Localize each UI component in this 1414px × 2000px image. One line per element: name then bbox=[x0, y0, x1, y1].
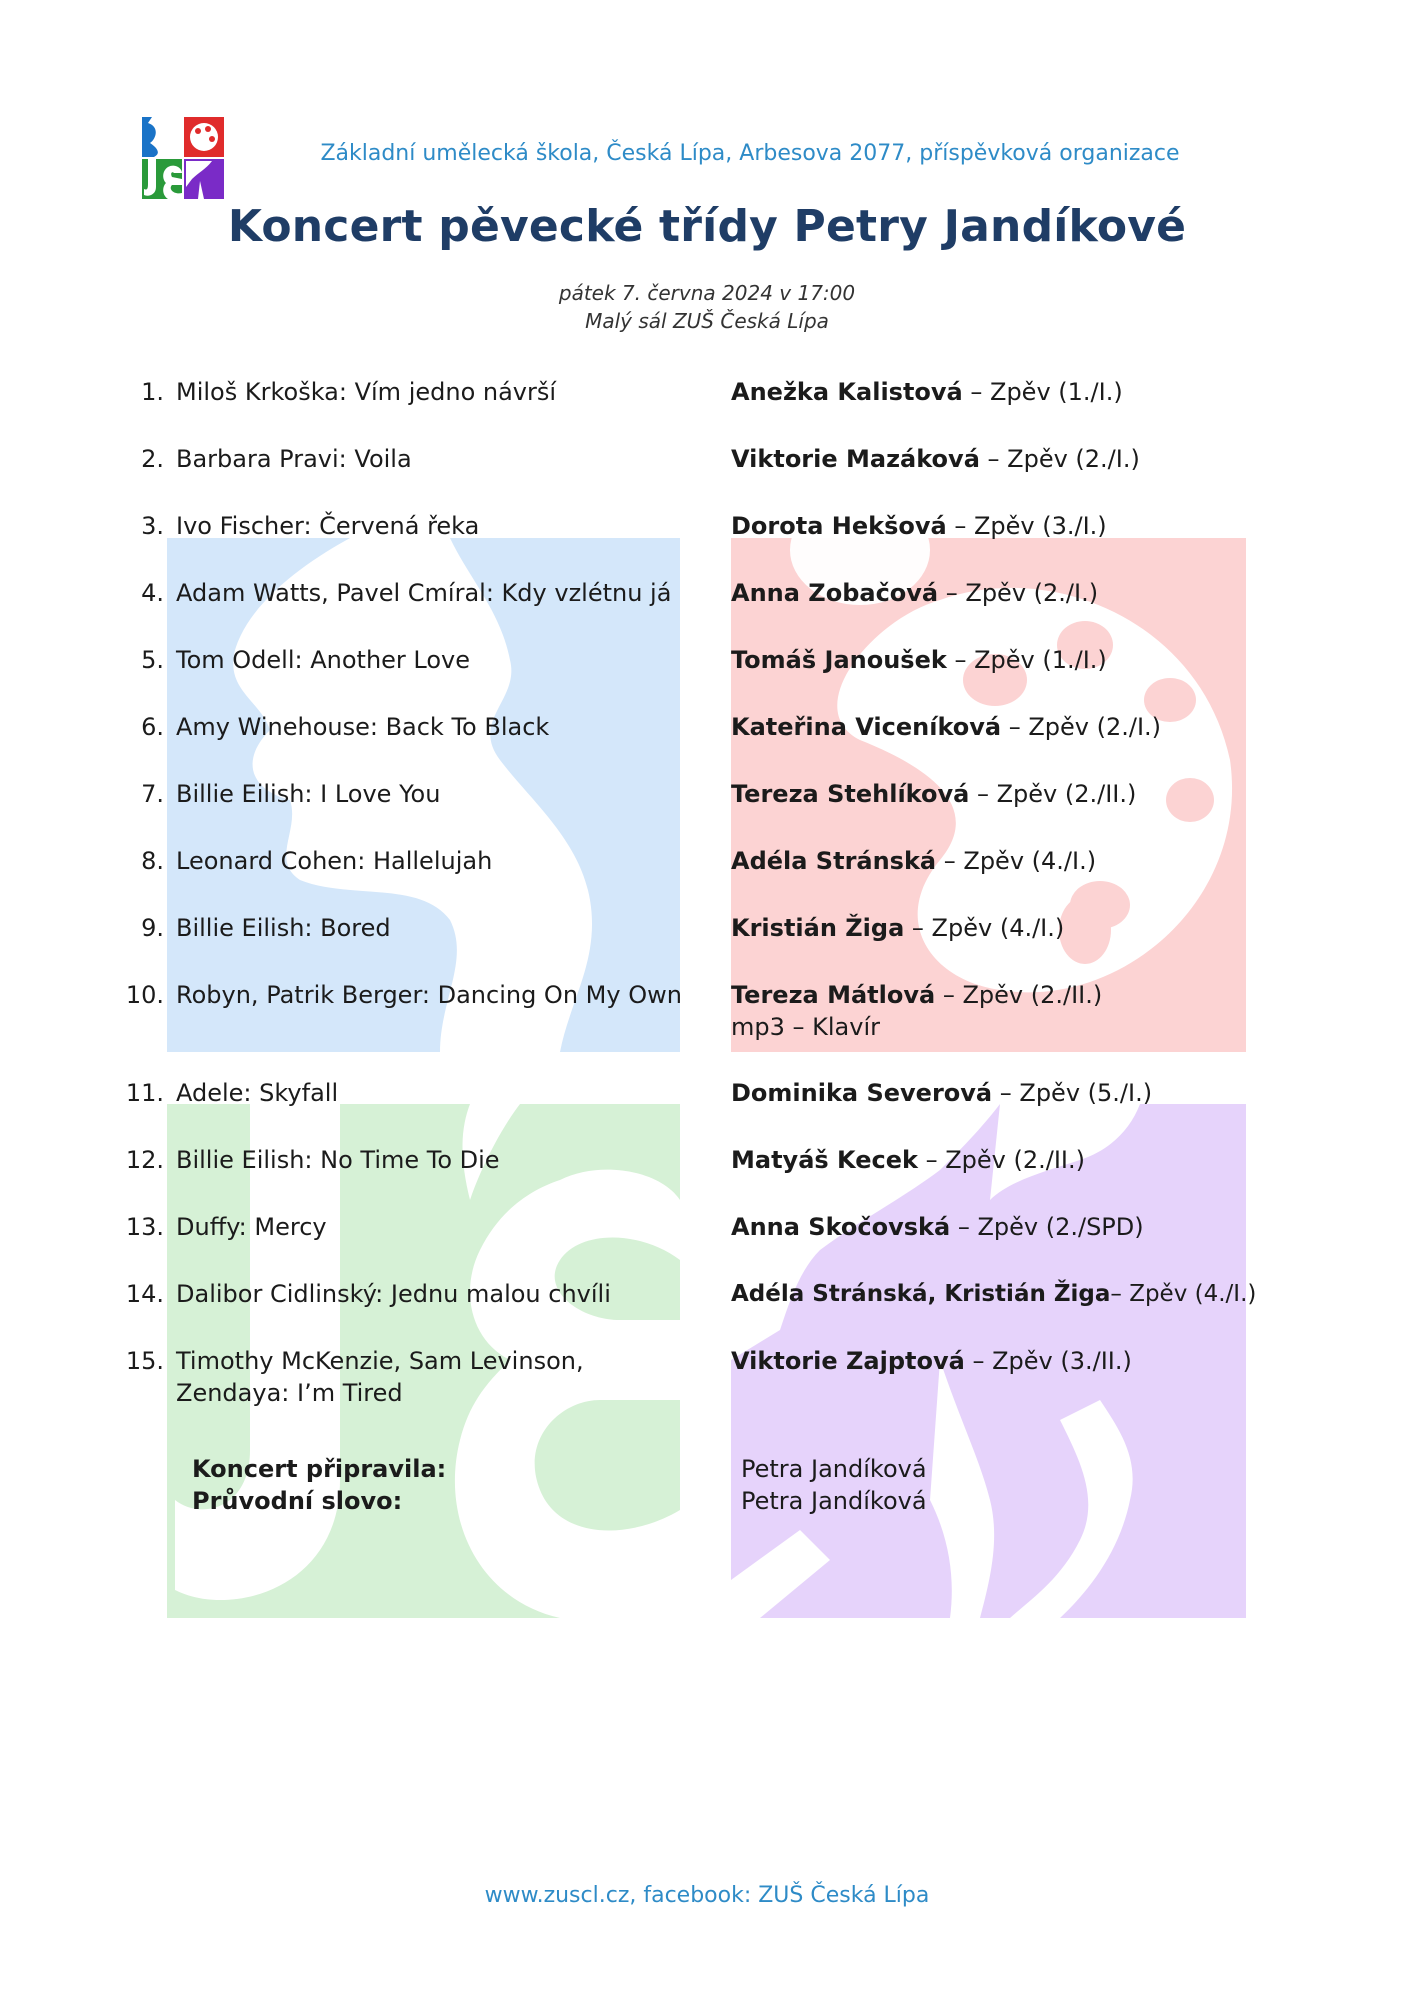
performer-detail: – Zpěv (2./SPD) bbox=[950, 1213, 1144, 1241]
item-number: 11. bbox=[125, 1079, 164, 1107]
item-song: Ivo Fischer: Červená řeka bbox=[176, 512, 480, 540]
item-performer bbox=[731, 1345, 1401, 1377]
item-performer bbox=[731, 376, 1401, 408]
item-number: 3. bbox=[141, 512, 164, 540]
item-number: 2. bbox=[141, 445, 164, 473]
school-name: Základní umělecká škola, Česká Lípa, Arbesova 2077, příspěvková organizace bbox=[320, 141, 1180, 166]
item-performer bbox=[731, 1144, 1401, 1176]
speech-by-name: Petra Jandíková bbox=[741, 1487, 927, 1515]
item-song: Tom Odell: Another Love bbox=[176, 646, 471, 674]
item-number: 5. bbox=[141, 646, 164, 674]
item-song: Billie Eilish: I Love You bbox=[176, 780, 441, 808]
item-number: 4. bbox=[141, 579, 164, 607]
item-song-line2: Zendaya: I’m Tired bbox=[176, 1379, 403, 1407]
item-song: Adam Watts, Pavel Cmíral: Kdy vzlétnu já bbox=[176, 579, 672, 607]
performer-name: Anežka Kalistová bbox=[731, 378, 963, 406]
performer-name: Anna Zobačová bbox=[731, 579, 939, 607]
page-title: Koncert pěvecké třídy Petry Jandíkové bbox=[227, 201, 1187, 252]
performer-name: Viktorie Zajptová bbox=[731, 1347, 965, 1375]
item-number: 9. bbox=[141, 914, 164, 942]
item-song: Amy Winehouse: Back To Black bbox=[176, 713, 550, 741]
item-song: Barbara Pravi: Voila bbox=[176, 445, 412, 473]
footer-links: www.zuscl.cz, facebook: ZUŠ Česká Lípa bbox=[484, 1883, 930, 1908]
performer-detail: – Zpěv (3./II.) bbox=[964, 1347, 1132, 1375]
item-number: 1. bbox=[141, 378, 164, 406]
performer-name: Adéla Stránská bbox=[731, 847, 937, 875]
prepared-by-label: Koncert připravila: bbox=[192, 1455, 447, 1483]
item-song: Dalibor Cidlinský: Jednu malou chvíli bbox=[176, 1280, 611, 1308]
item-song: Adele: Skyfall bbox=[176, 1079, 339, 1107]
item-number: 14. bbox=[125, 1280, 164, 1308]
performer-name: Dorota Hekšová bbox=[731, 512, 947, 540]
item-song: Leonard Cohen: Hallelujah bbox=[176, 847, 493, 875]
performer-detail: – Zpěv (2./I.) bbox=[1001, 713, 1162, 741]
performer-name: Tereza Stehlíková bbox=[731, 780, 970, 808]
item-performer bbox=[731, 577, 1401, 609]
performer-detail: – Zpěv (4./I.) bbox=[936, 847, 1097, 875]
item-song: Miloš Krkoška: Vím jedno návrší bbox=[176, 378, 557, 406]
item-number: 6. bbox=[141, 713, 164, 741]
credits-labels bbox=[192, 1453, 446, 1517]
performer-name: Kristián Žiga bbox=[731, 914, 905, 942]
performer-name: Tereza Mátlová bbox=[731, 981, 936, 1009]
performer-detail: – Zpěv (1./I.) bbox=[962, 378, 1123, 406]
item-song: Billie Eilish: No Time To Die bbox=[176, 1146, 500, 1174]
item-number: 8. bbox=[141, 847, 164, 875]
credits-names bbox=[741, 1453, 927, 1517]
performer-name: Dominika Severová bbox=[731, 1079, 993, 1107]
performer-detail: – Zpěv (2./II.) bbox=[969, 780, 1137, 808]
performer-name: Adéla Stránská, Kristián Žiga bbox=[731, 1281, 1111, 1307]
event-venue: Malý sál ZUŠ Česká Lípa bbox=[585, 309, 829, 333]
performer-detail: – Zpěv (2./II.) bbox=[935, 981, 1103, 1009]
speech-by-label: Průvodní slovo: bbox=[192, 1487, 403, 1515]
item-performer bbox=[731, 1278, 1401, 1310]
item-performer bbox=[731, 778, 1401, 810]
performer-name: Anna Skočovská bbox=[731, 1213, 951, 1241]
item-song: Billie Eilish: Bored bbox=[176, 914, 391, 942]
item-performer bbox=[731, 979, 1401, 1043]
performer-name: Kateřina Viceníková bbox=[731, 713, 1002, 741]
item-song-line1: Timothy McKenzie, Sam Levinson, bbox=[176, 1347, 584, 1375]
item-number: 15. bbox=[125, 1347, 164, 1375]
performer-name: Viktorie Mazáková bbox=[731, 445, 980, 473]
performer-detail: – Zpěv (2./II.) bbox=[917, 1146, 1085, 1174]
item-number: 10. bbox=[125, 981, 164, 1009]
item-performer bbox=[731, 510, 1401, 542]
prepared-by-name: Petra Jandíková bbox=[741, 1455, 927, 1483]
item-number: 13. bbox=[125, 1213, 164, 1241]
performer-accompaniment: mp3 – Klavír bbox=[731, 1013, 880, 1041]
item-song: Duffy: Mercy bbox=[176, 1213, 327, 1241]
item-performer bbox=[731, 711, 1401, 743]
item-performer bbox=[731, 1211, 1401, 1243]
performer-detail: – Zpěv (4./I.) bbox=[904, 914, 1065, 942]
item-performer bbox=[731, 845, 1401, 877]
item-song: Robyn, Patrik Berger: Dancing On My Own bbox=[176, 981, 682, 1009]
item-performer bbox=[731, 1077, 1401, 1109]
performer-detail: – Zpěv (3./I.) bbox=[946, 512, 1107, 540]
item-performer bbox=[731, 443, 1401, 475]
performer-name: Matyáš Kecek bbox=[731, 1146, 918, 1174]
item-song bbox=[176, 1345, 736, 1409]
performer-detail: – Zpěv (5./I.) bbox=[992, 1079, 1153, 1107]
item-performer bbox=[731, 912, 1401, 944]
item-performer bbox=[731, 644, 1401, 676]
performer-detail: – Zpěv (2./I.) bbox=[938, 579, 1099, 607]
performer-name: Tomáš Janoušek bbox=[731, 646, 947, 674]
item-number: 7. bbox=[141, 780, 164, 808]
performer-detail: – Zpěv (4./I.) bbox=[1110, 1281, 1257, 1307]
performer-detail: – Zpěv (1./I.) bbox=[946, 646, 1107, 674]
item-number: 12. bbox=[125, 1146, 164, 1174]
event-date: pátek 7. června 2024 v 17:00 bbox=[558, 281, 856, 305]
performer-detail: – Zpěv (2./I.) bbox=[979, 445, 1140, 473]
